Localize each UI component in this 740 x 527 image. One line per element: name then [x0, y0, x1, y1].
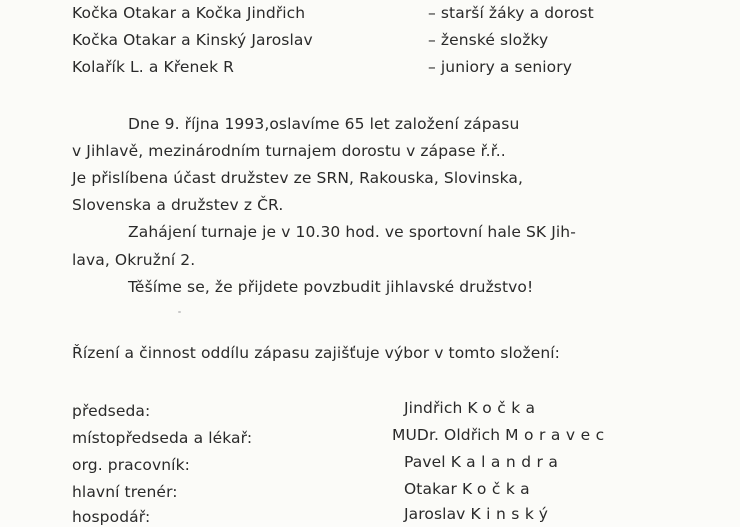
member-first-name: Otakar: [404, 480, 457, 498]
committee-role-3: org. pracovník:: [72, 456, 190, 474]
paragraph-line-7: Těšíme se, že přijdete povzbudit jihlavské družstvo!: [128, 278, 534, 296]
committee-member-3: [404, 452, 563, 472]
committee-intro: Řízení a činnost oddílu zápasu zajišťuje výbor v tomto složení:: [72, 344, 560, 362]
paragraph-line-4: Slovenska a družstev z ČR.: [72, 196, 284, 214]
committee-role-2: místopředseda a lékař:: [72, 429, 253, 447]
paragraph-line-6: lava, Okružní 2.: [72, 251, 196, 269]
member-surname: Moravec: [505, 426, 610, 444]
member-first-name: Jaroslav: [404, 505, 466, 523]
coach-category-3: – juniory a seniory: [428, 58, 572, 76]
coach-category-2: – ženské složky: [428, 31, 549, 49]
coach-names-2: Kočka Otakar a Kinský Jaroslav: [72, 31, 313, 49]
member-surname: Kočka: [461, 480, 536, 498]
committee-member-2: [392, 425, 610, 445]
member-surname: Kočka: [467, 399, 541, 417]
committee-role-5: hospodář:: [72, 508, 151, 526]
committee-member-5: [404, 504, 553, 524]
member-surname: Kinský: [470, 505, 554, 523]
committee-role-4: hlavní trenér:: [72, 483, 178, 501]
member-first-name: MUDr. Oldřich: [392, 426, 501, 444]
paragraph-line-3: Je přislíbena účast družstev ze SRN, Rakouska, Slovinska,: [72, 169, 524, 187]
coach-names-3: Kolařík L. a Křenek R: [72, 58, 235, 76]
member-first-name: Jindřich: [404, 399, 463, 417]
paragraph-line-1: Dne 9. října 1993,oslavíme 65 let založení zápasu: [128, 115, 520, 133]
paragraph-line-5: Zahájení turnaje je v 10.30 hod. ve sportovní hale SK Jih-: [128, 223, 576, 241]
committee-member-4: [404, 479, 535, 499]
paper-speck: [178, 311, 181, 313]
member-first-name: Pavel: [404, 453, 446, 471]
member-surname: Kalandra: [450, 453, 564, 471]
committee-role-1: předseda:: [72, 402, 151, 420]
coach-names-1: Kočka Otakar a Kočka Jindřich: [72, 4, 306, 22]
committee-member-1: [404, 398, 541, 418]
paragraph-line-2: v Jihlavě, mezinárodním turnajem dorostu v zápase ř.ř..: [72, 142, 506, 160]
coach-category-1: – starší žáky a dorost: [428, 4, 594, 22]
